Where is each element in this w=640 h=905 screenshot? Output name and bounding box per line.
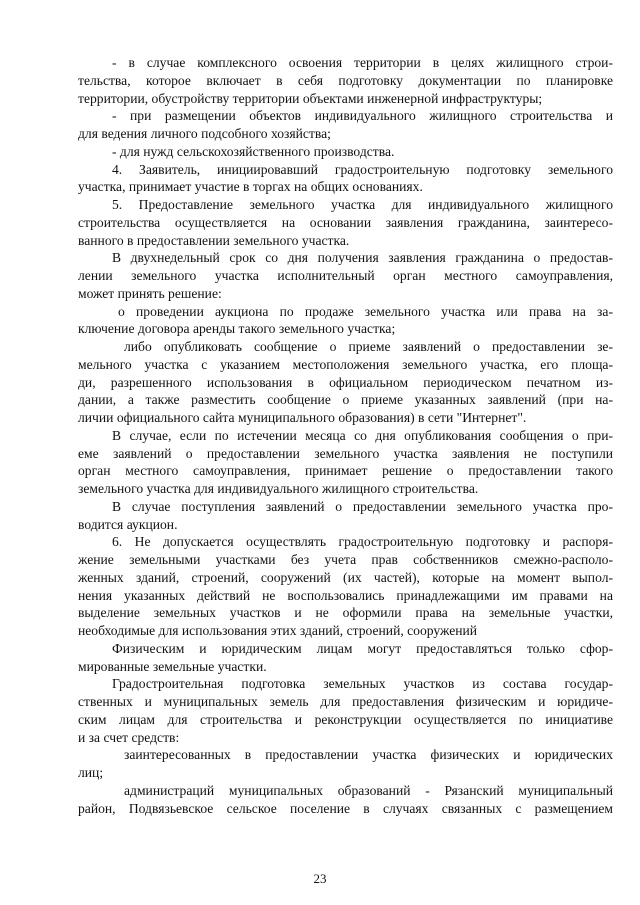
text-line: - для нужд сельскохозяйственного производства.: [112, 143, 395, 159]
text-line: жение земельными участками без учета прав собственников смежно-располо-: [78, 552, 613, 567]
text-line: и за счет средств:: [78, 729, 180, 745]
text-line: необходимые для использования этих зданий, строений, сооружений: [78, 623, 478, 638]
text-line: дании, а также разместить сообщение о приеме указанных заявлений (при на-: [78, 392, 613, 408]
text-line: тельства, которое включает в себя подготовку документации по планировке: [78, 72, 613, 88]
text-line: - при размещении объектов индивидуального жилищного строительства и: [112, 108, 613, 124]
text-line: ключение договора аренды такого земельного участка;: [78, 321, 396, 337]
text-line: нения указанных действий не воспользовались принадлежащими им правами на: [78, 587, 613, 603]
text-line: 5. Предоставление земельного участка для индивидуального жилищного: [112, 197, 613, 212]
text-line: водится аукцион.: [78, 516, 178, 532]
text-line: выделение земельных участков и не оформили права на земельные участки,: [78, 605, 613, 621]
text-line: территории, обустройству территории объектами инженерной инфраструктуры;: [78, 90, 543, 106]
text-line: мированные земельные участки.: [78, 658, 267, 674]
text-line: В случае поступления заявлений о предоставлении земельного участка про-: [112, 498, 613, 514]
text-line: строительства осуществляется на основании заявления гражданина, заинтересо-: [78, 214, 613, 230]
text-line: район, Подвязьевское сельское поселение в случаях связанных с размещением: [78, 800, 613, 816]
text-line: участка, принимает участие в торгах на общих основаниях.: [78, 179, 423, 195]
text-line: лении земельного участка исполнительный орган местного самоуправления,: [78, 268, 613, 283]
text-line: ским лицам для строительства и реконструкции осуществляется по инициативе: [78, 711, 613, 727]
text-line: земельного участка для индивидуального жилищного строительства.: [78, 481, 479, 496]
text-line: еме заявлений о предоставлении земельного участка заявления не поступили: [78, 445, 613, 461]
text-line: Градостроительная подготовка земельных участков из состава государ-: [112, 676, 613, 692]
text-line: администраций муниципальных образований - Рязанский муниципальный: [124, 782, 613, 798]
text-line: для ведения личного подсобного хозяйства;: [78, 126, 331, 141]
text-line: В двухнедельный срок со дня получения заявления гражданина о предостав-: [112, 250, 613, 266]
text-line: мельного участка с указанием местоположения земельного участка, его площа-: [78, 356, 613, 372]
text-line: - в случае комплексного освоения территории в целях жилищного строи-: [112, 55, 613, 70]
text-line: 6. Не допускается осуществлять градостроительную подготовку и распоря-: [112, 534, 613, 550]
text-line: ванного в предоставлении земельного участка.: [78, 232, 350, 248]
text-line: может принять решение:: [78, 285, 222, 301]
text-line: Физическим и юридическим лицам могут предоставляться только сфор-: [112, 640, 613, 656]
page-number: 23: [313, 871, 327, 886]
text-line: В случае, если по истечении месяца со дня опубликования сообщения о при-: [112, 427, 613, 443]
text-line: ди, разрешенного использования в официальном периодическом печатном из-: [78, 374, 613, 390]
text-line: женных зданий, строений, сооружений (их частей), которые на момент выпол-: [78, 569, 613, 585]
text-line: 4. Заявитель, инициировавший градостроительную подготовку земельного: [112, 161, 613, 177]
text-line: орган местного самоуправления, принимает решение о предоставлении такого: [78, 463, 613, 479]
text-line: о проведении аукциона по продаже земельного участка или права на за-: [118, 303, 613, 319]
text-line: лиц;: [78, 765, 104, 780]
document-page: [78, 54, 613, 817]
text-line: заинтересованных в предоставлении участка физических и юридических: [124, 747, 613, 763]
text-line: личии официального сайта муниципального образования) в сети "Интернет".: [78, 410, 527, 425]
text-line: ственных и муниципальных земель для предоставления физическим и юридиче-: [78, 694, 613, 709]
text-line: либо опубликовать сообщение о приеме заявлений о предоставлении зе-: [124, 339, 613, 354]
